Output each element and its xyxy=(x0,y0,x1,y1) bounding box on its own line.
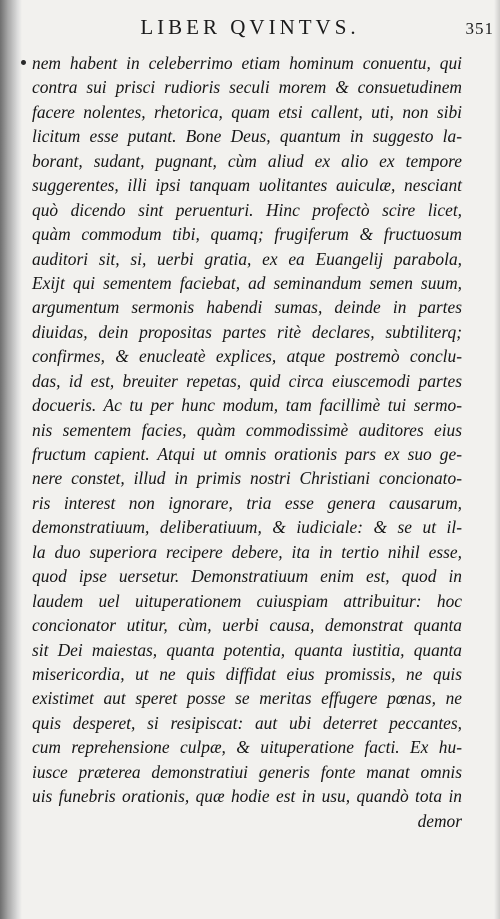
text-line: confirmes, & enucleatè explices, atque postremò conclu- xyxy=(32,346,462,367)
text-line: misericordia, ut ne quis diffidat eius promissis, ne quis xyxy=(32,663,462,684)
text-line: quò dicendo sint peruenturi. Hinc profectò scire licet, xyxy=(32,199,462,220)
text-line: demonstratiuum, deliberatiuum, & iudiciale: & se ut il- xyxy=(32,517,462,538)
text-line: quàm commodum tibi, quamq; frugiferum & fructuosum xyxy=(32,224,462,245)
text-line: facere nolentes, rhetorica, quam etsi callent, uti, non sibi xyxy=(32,101,462,122)
text-line: licitum esse putant. Bone Deus, quantum in suggesto la- xyxy=(32,126,462,147)
text-line: docueris. Ac tu per hunc modum, tam facillimè tui sermo- xyxy=(32,395,462,416)
text-line: ris interest non ignorare, tria esse genera causarum, xyxy=(32,492,462,513)
page-edge xyxy=(494,0,500,919)
text-line: borant, sudant, pugnant, cùm aliud ex alio ex tempore xyxy=(32,150,462,171)
body-text xyxy=(32,51,462,833)
margin-bullet-icon xyxy=(21,60,26,65)
running-head: LIBER QVINTVS. xyxy=(140,15,360,39)
text-line: contra sui prisci rudioris seculi morem & consuetudinem xyxy=(32,77,462,98)
text-line: la duo superiora recipere debere, ita in tertio nihil esse, xyxy=(32,541,462,562)
text-line: nis sementem facies, quàm commodissimè auditores eius xyxy=(32,419,462,440)
text-line: laudem uel uituperationem cuiuspiam attribuitur: hoc xyxy=(32,590,462,611)
catchword: demor xyxy=(417,810,462,831)
text-line: nere constet, illud in primis nostri Christiani concionato- xyxy=(32,468,462,489)
text-line: das, id est, breuiter repetas, quid circa eiuscemodi partes xyxy=(32,370,462,391)
gutter-shadow xyxy=(0,0,22,919)
text-line: sit Dei maiestas, quanta potentia, quanta iustitia, quanta xyxy=(32,639,462,660)
text-line: concionator utitur, cùm, uerbi causa, demonstrat quanta xyxy=(32,615,462,636)
page-number: 351 xyxy=(465,19,494,38)
text-line: Exijt qui sementem faciebat, ad seminandum semen suum, xyxy=(32,272,462,293)
text-line: quod ipse uersetur. Demonstratiuum enim est, quod in xyxy=(32,566,462,587)
text-line: suggerentes, illi ipsi tanquam uolitantes auiculæ, nesciant xyxy=(32,175,462,196)
text-line: uis funebris orationis, quæ hodie est in usu, quandò tota in xyxy=(32,786,462,807)
text-line: nem habent in celeberrimo etiam hominum conuentu, qui xyxy=(32,53,462,73)
text-line: existimet aut speret posse se meritas effugere pœnas, ne xyxy=(32,688,462,709)
text-line: cum reprehensione culpæ, & uituperatione facti. Ex hu- xyxy=(32,737,462,758)
text-line: quis desperet, si resipiscat: aut ubi deterret peccantes, xyxy=(32,712,462,733)
text-line: argumentum sermonis habendi sumas, deinde in partes xyxy=(32,297,462,318)
text-line: auditori sit, si, uerbi gratia, ex ea Euangelij parabola, xyxy=(32,248,462,269)
text-line: diuidas, dein propositas partes ritè declares, subtiliterq; xyxy=(32,321,462,342)
text-line: fructum capient. Atqui ut omnis orationis pars ex suo ge- xyxy=(32,444,462,464)
text-line: iusce præterea demonstratiui generis fonte manat omnis xyxy=(32,761,462,782)
